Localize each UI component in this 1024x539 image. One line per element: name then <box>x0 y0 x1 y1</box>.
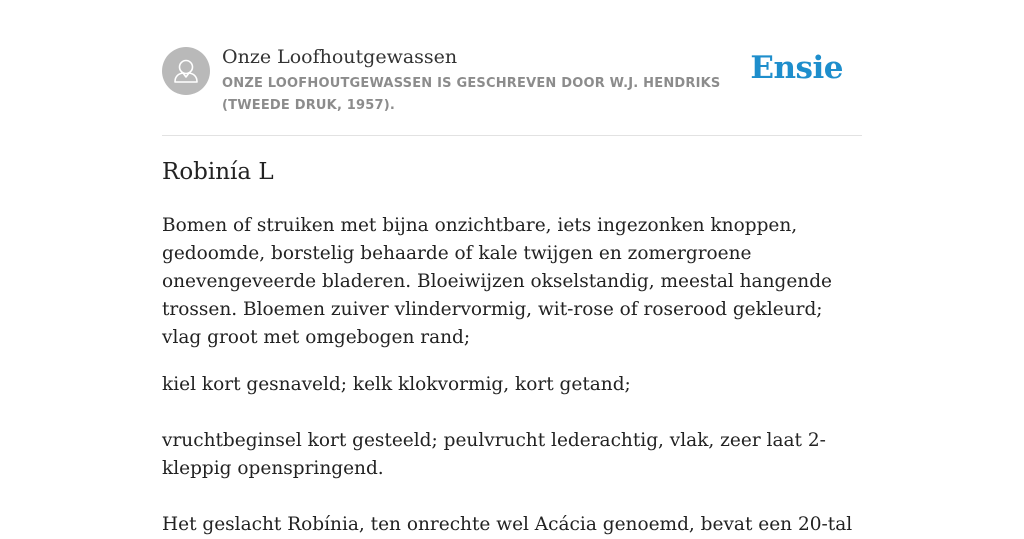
entry-paragraph: Bomen of struiken met bijna onzichtbare, iets ingezonken knoppen, gedoomde, borstelig behaarde of kale twijgen en zomergroene onevengeveerde bladeren. Bloeiwijzen okselstandig, meestal hangende trossen. Bloemen zuiver vlindervormig, wit-rose of roserood gekleurd; vlag groot met omgebogen rand; <box>162 215 833 348</box>
source-title[interactable]: Onze Loofhoutgewassen <box>222 46 458 68</box>
entry-title: Robinía L <box>162 159 274 185</box>
user-silhouette-icon <box>162 47 210 95</box>
source-description: ONZE LOOFHOUTGEWASSEN IS GESCHREVEN DOOR W.J. HENDRIKS (TWEEDE DRUK, 1957). <box>222 76 721 113</box>
author-avatar[interactable] <box>162 47 210 95</box>
ensie-logo[interactable]: Ensie <box>750 50 843 86</box>
entry-paragraph: kiel kort gesnaveld; kelk klokvormig, kort getand; <box>162 374 631 395</box>
entry-paragraph: Het geslacht Robínia, ten onrechte wel Acácia genoemd, bevat een 20-tal <box>162 514 853 535</box>
source-header <box>162 44 862 136</box>
entry-paragraph: vruchtbeginsel kort gesteeld; peulvrucht lederachtig, vlak, zeer laat 2-kleppig openspringend. <box>162 430 826 479</box>
entry-body <box>162 212 862 539</box>
